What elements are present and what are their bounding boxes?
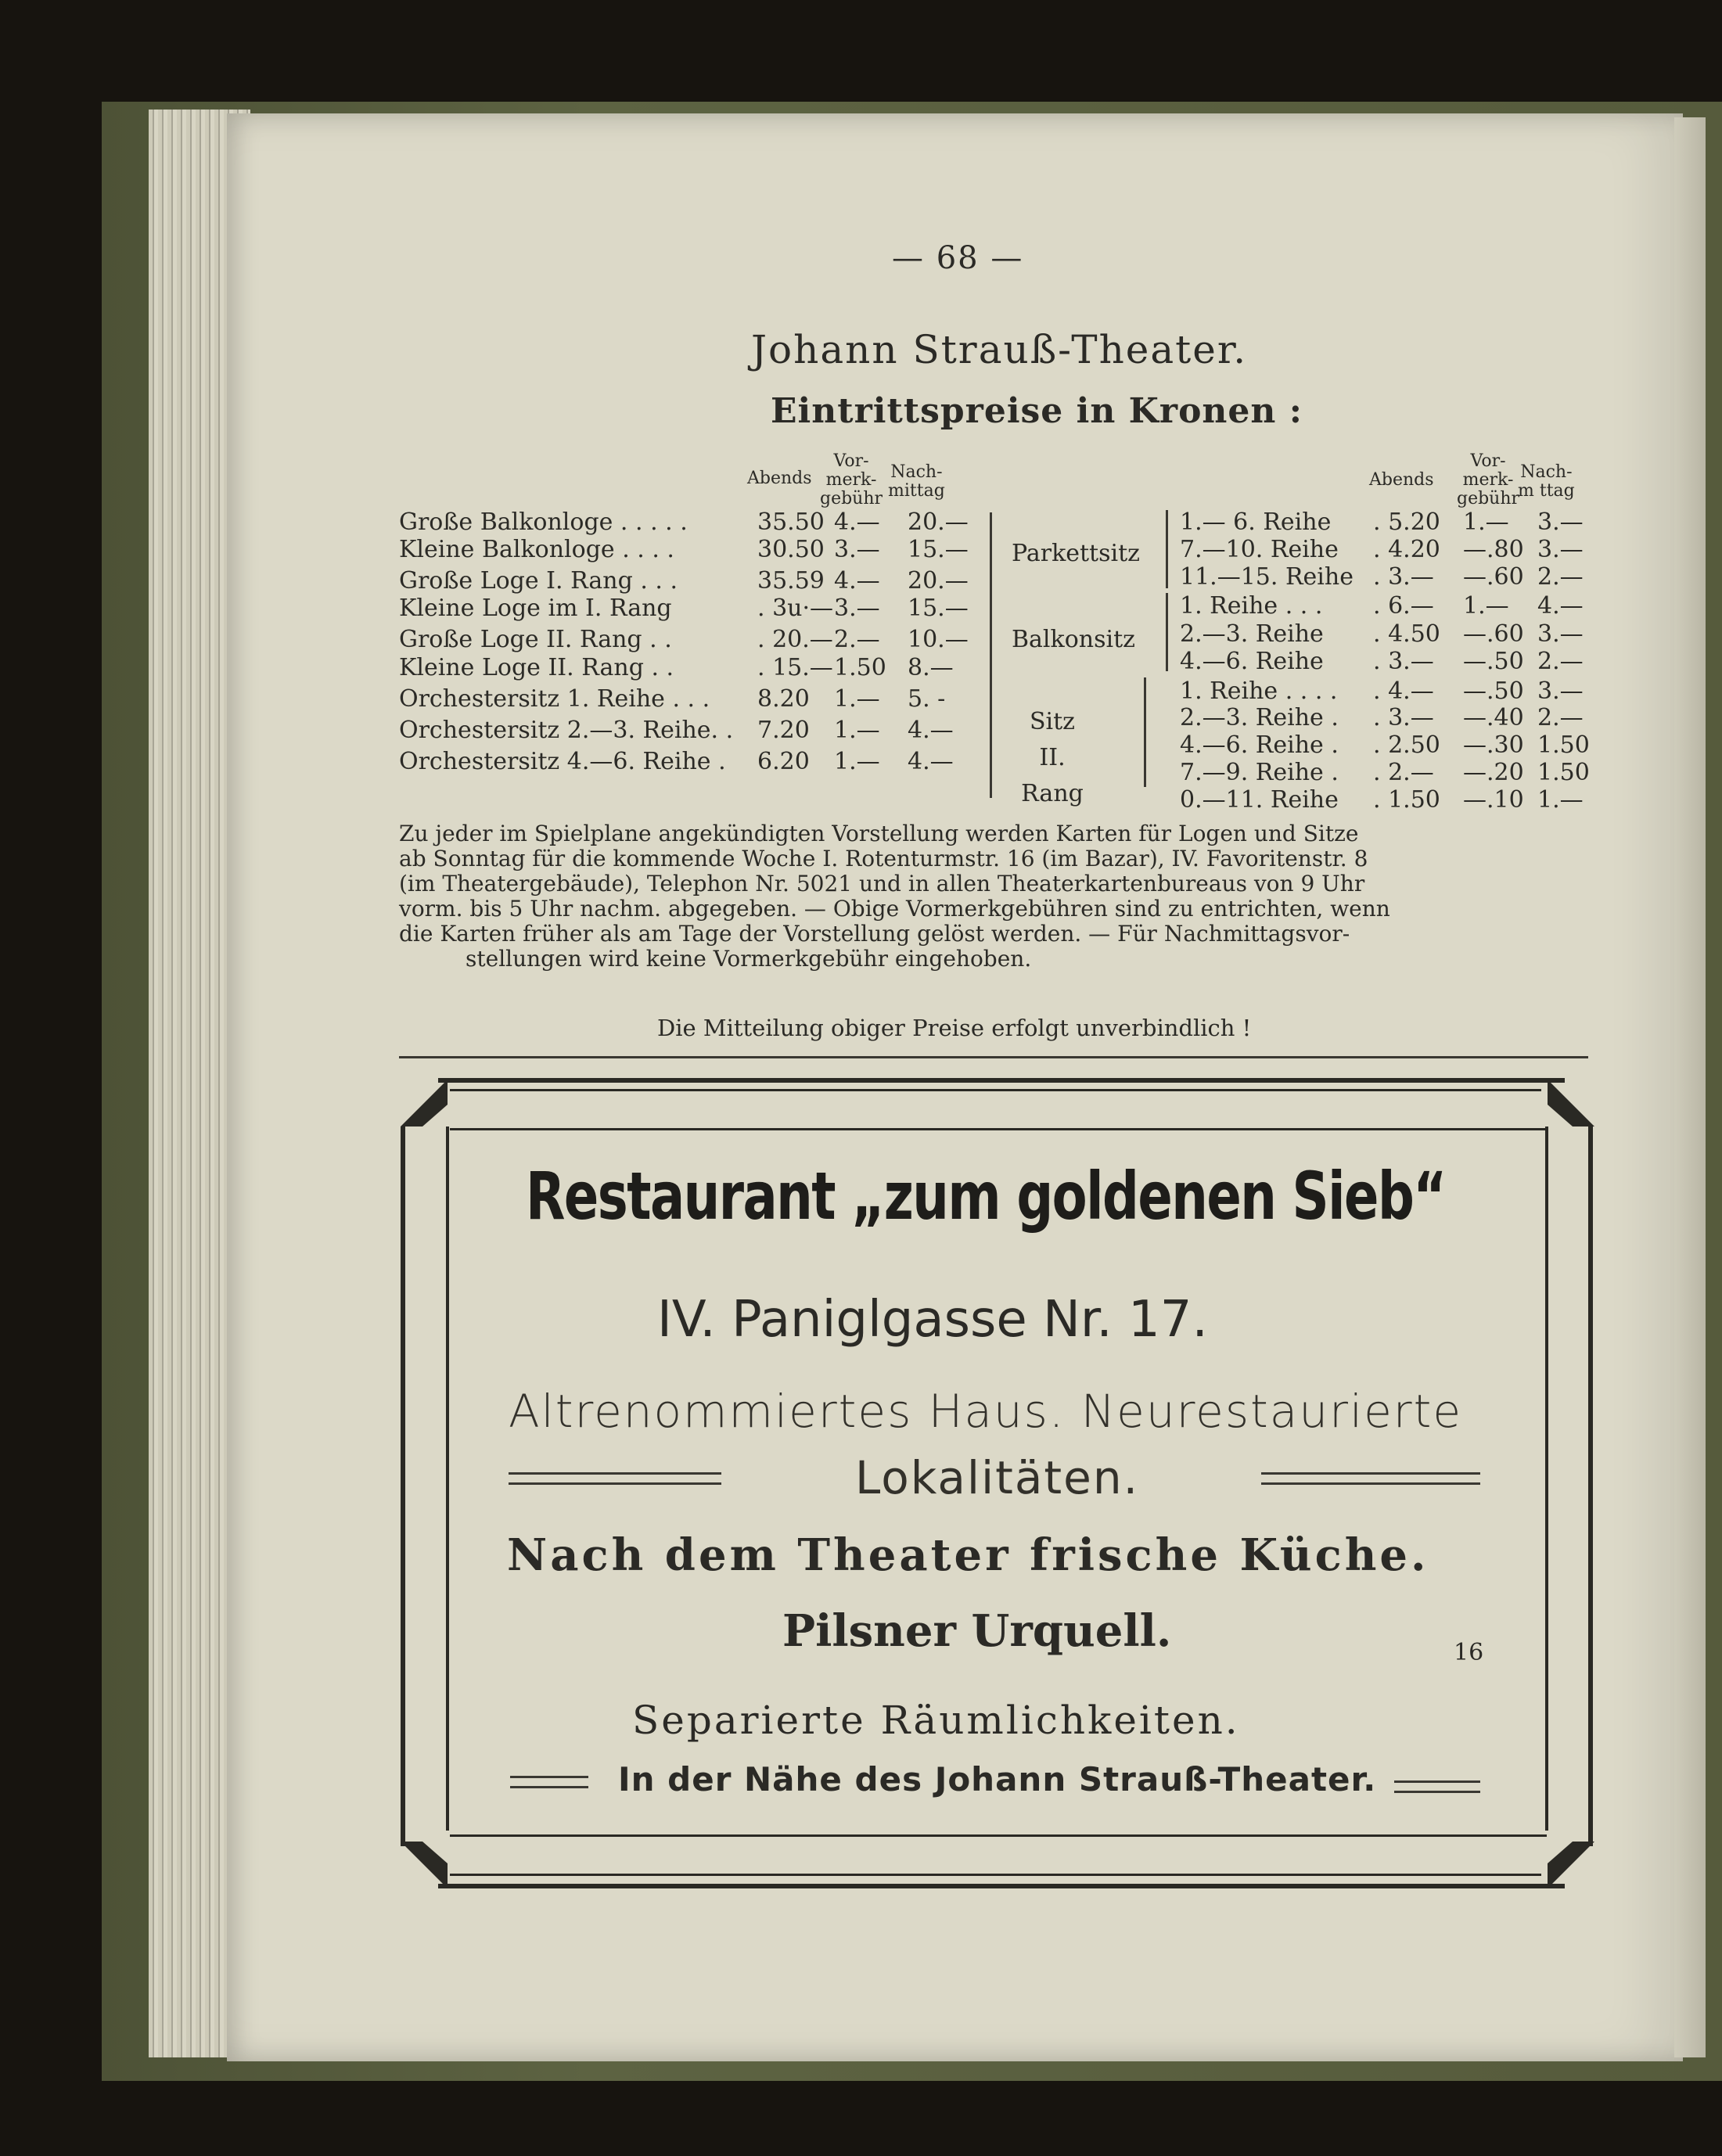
left-row-vormerk: 1.— (834, 717, 880, 744)
left-row-nachmittag: 4.— (908, 717, 954, 744)
left-row-label: Kleine Loge II. Rang . . (399, 654, 674, 681)
right-row-nachmittag: 3.— (1537, 677, 1584, 705)
paragraph-line: stellungen wird keine Vormerkgebühr eingehoben. (466, 946, 1032, 972)
paragraph-line: die Karten früher als am Tage der Vorstellung gelöst werden. — Für Nachmittagsvor- (399, 921, 1350, 947)
right-row-abends: . 1.50 (1373, 786, 1440, 814)
left-col-abends: Abends (747, 469, 812, 488)
left-row-abends: 6.20 (757, 748, 810, 775)
right-row-vormerk: —.80 (1463, 536, 1524, 563)
right-row-abends: . 6.— (1373, 592, 1434, 620)
right-row-label: 2.—3. Reihe (1180, 620, 1324, 648)
left-row-nachmittag: 20.— (908, 508, 969, 536)
left-row-nachmittag: 4.— (908, 748, 954, 775)
left-row-nachmittag: 8.— (908, 654, 954, 681)
right-row-abends: . 4.20 (1373, 536, 1440, 563)
left-row-abends: 35.59 (757, 567, 825, 595)
right-row-vormerk: —.30 (1463, 731, 1524, 759)
left-row-vormerk: 4.— (834, 508, 880, 536)
left-row-label: Orchestersitz 1. Reihe . . . (399, 685, 710, 713)
info-paragraph (399, 821, 1588, 972)
group-brace (1144, 677, 1146, 787)
column-divider (990, 512, 992, 798)
ad-line-naehe: In der Nähe des Johann Strauß-Theater. (618, 1760, 1377, 1798)
left-row-abends: 8.20 (757, 685, 810, 713)
page-number: — 68 — (892, 240, 1024, 276)
paragraph-line: (im Theatergebäude), Telephon Nr. 5021 und in allen Theaterkartenbureaus von 9 Uhr (399, 871, 1365, 897)
right-row-label: 1. Reihe . . . . (1180, 677, 1338, 705)
right-row-label: 2.—3. Reihe . (1180, 704, 1339, 731)
ad-line-pilsner: Pilsner Urquell. (782, 1605, 1172, 1657)
ad-double-rule (1394, 1780, 1480, 1793)
left-row-nachmittag: 15.— (908, 536, 969, 563)
left-row-label: Orchestersitz 4.—6. Reihe . (399, 748, 726, 775)
left-row-abends: . 3u·— (757, 595, 834, 622)
ad-line-haus: Altrenommiertes Haus. Neurestaurierte (509, 1385, 1463, 1438)
left-row-label: Große Balkonloge . . . . . (399, 508, 688, 536)
right-row-label: 7.—10. Reihe (1180, 536, 1339, 563)
right-col-vormerk: Vor- merk- gebühr (1457, 451, 1520, 508)
right-row-vormerk: —.40 (1463, 704, 1524, 731)
right-row-nachmittag: 1.— (1537, 786, 1584, 814)
right-row-nachmittag: 4.— (1537, 592, 1584, 620)
group-brace (1166, 510, 1168, 588)
right-row-nachmittag: 2.— (1537, 704, 1584, 731)
left-row-vormerk: 2.— (834, 626, 880, 653)
right-row-vormerk: —.50 (1463, 677, 1524, 705)
right-col-abends: Abends (1369, 470, 1434, 490)
right-row-label: 4.—6. Reihe . (1180, 731, 1339, 759)
left-row-nachmittag: 20.— (908, 567, 969, 595)
right-group-label: Sitz II. Rang (1021, 708, 1084, 807)
right-row-vormerk: —.60 (1463, 563, 1524, 591)
right-row-vormerk: 1.— (1463, 592, 1509, 620)
right-row-abends: . 2.— (1373, 759, 1434, 786)
group-brace (1166, 593, 1168, 671)
right-row-nachmittag: 1.50 (1537, 759, 1590, 786)
left-col-nachmittag: Nach- mittag (888, 462, 945, 501)
page-subtitle: Eintrittspreise in Kronen : (771, 391, 1303, 431)
right-group-label: Balkonsitz (1012, 626, 1135, 653)
right-row-vormerk: 1.— (1463, 508, 1509, 536)
left-row-nachmittag: 5. - (908, 685, 946, 713)
left-row-abends: . 20.— (757, 626, 833, 653)
ad-code: 16 (1454, 1639, 1484, 1666)
right-row-nachmittag: 3.— (1537, 620, 1584, 648)
right-row-nachmittag: 2.— (1537, 563, 1584, 591)
left-col-vormerk: Vor- merk- gebühr (820, 451, 883, 508)
page-title: Johann Strauß-Theater. (751, 327, 1248, 372)
right-row-abends: . 5.20 (1373, 508, 1440, 536)
right-row-nachmittag: 3.— (1537, 536, 1584, 563)
ad-double-rule (1261, 1472, 1480, 1485)
right-row-nachmittag: 1.50 (1537, 731, 1590, 759)
left-row-vormerk: 3.— (834, 595, 880, 622)
right-row-nachmittag: 2.— (1537, 648, 1584, 675)
left-row-vormerk: 3.— (834, 536, 880, 563)
left-row-abends: 35.50 (757, 508, 825, 536)
right-row-label: 1. Reihe . . . (1180, 592, 1323, 620)
right-row-abends: . 4.— (1373, 677, 1434, 705)
right-row-vormerk: —.20 (1463, 759, 1524, 786)
right-row-label: 7.—9. Reihe . (1180, 759, 1339, 786)
left-row-abends: . 15.— (757, 654, 833, 681)
right-row-abends: . 2.50 (1373, 731, 1440, 759)
right-group-label: Parkettsitz (1012, 540, 1140, 567)
ad-address: IV. Paniglgasse Nr. 17. (657, 1291, 1208, 1349)
ad-title: Restaurant „zum goldenen Sieb“ (526, 1158, 1446, 1234)
right-row-vormerk: —.50 (1463, 648, 1524, 675)
right-row-label: 4.—6. Reihe (1180, 648, 1324, 675)
left-row-nachmittag: 10.— (908, 626, 969, 653)
paragraph-line: vorm. bis 5 Uhr nachm. abgegeben. — Obige Vormerkgebühren sind zu entrichten, wenn (399, 896, 1390, 922)
left-row-label: Kleine Loge im I. Rang (399, 595, 672, 622)
left-row-label: Orchestersitz 2.—3. Reihe. . (399, 717, 734, 744)
right-row-abends: . 3.— (1373, 563, 1434, 591)
left-row-abends: 30.50 (757, 536, 825, 563)
right-row-abends: . 4.50 (1373, 620, 1440, 648)
section-divider (399, 1056, 1588, 1058)
left-row-abends: 7.20 (757, 717, 810, 744)
right-row-abends: . 3.— (1373, 704, 1434, 731)
paragraph-line: Zu jeder im Spielplane angekündigten Vorstellung werden Karten für Logen und Sitze (399, 821, 1359, 846)
right-row-label: 0.—11. Reihe (1180, 786, 1339, 814)
right-row-nachmittag: 3.— (1537, 508, 1584, 536)
ad-line-separiert: Separierte Räumlichkeiten. (632, 1698, 1240, 1743)
right-row-abends: . 3.— (1373, 648, 1434, 675)
left-row-vormerk: 1.— (834, 685, 880, 713)
left-row-label: Kleine Balkonloge . . . . (399, 536, 674, 563)
ad-double-rule (509, 1472, 721, 1485)
left-row-vormerk: 1.50 (834, 654, 886, 681)
left-row-label: Große Loge I. Rang . . . (399, 567, 678, 595)
right-col-nachmittag: Nach- m ttag (1518, 462, 1575, 501)
right-row-vormerk: —.10 (1463, 786, 1524, 814)
ad-line-lokal: Lokalitäten. (855, 1451, 1140, 1504)
left-row-vormerk: 1.— (834, 748, 880, 775)
left-row-nachmittag: 15.— (908, 595, 969, 622)
paragraph-line: ab Sonntag für die kommende Woche I. Rotenturmstr. 16 (im Bazar), IV. Favoritenstr. 8 (399, 846, 1368, 871)
right-row-vormerk: —.60 (1463, 620, 1524, 648)
page-gutter (1674, 117, 1706, 2057)
disclaimer-note: Die Mitteilung obiger Preise erfolgt unverbindlich ! (657, 1015, 1252, 1041)
ad-line-kueche: Nach dem Theater frische Küche. (507, 1529, 1429, 1581)
left-row-label: Große Loge II. Rang . . (399, 626, 672, 653)
left-row-vormerk: 4.— (834, 567, 880, 595)
right-row-label: 11.—15. Reihe (1180, 563, 1354, 591)
ad-double-rule (510, 1776, 588, 1788)
right-row-label: 1.— 6. Reihe (1180, 508, 1332, 536)
